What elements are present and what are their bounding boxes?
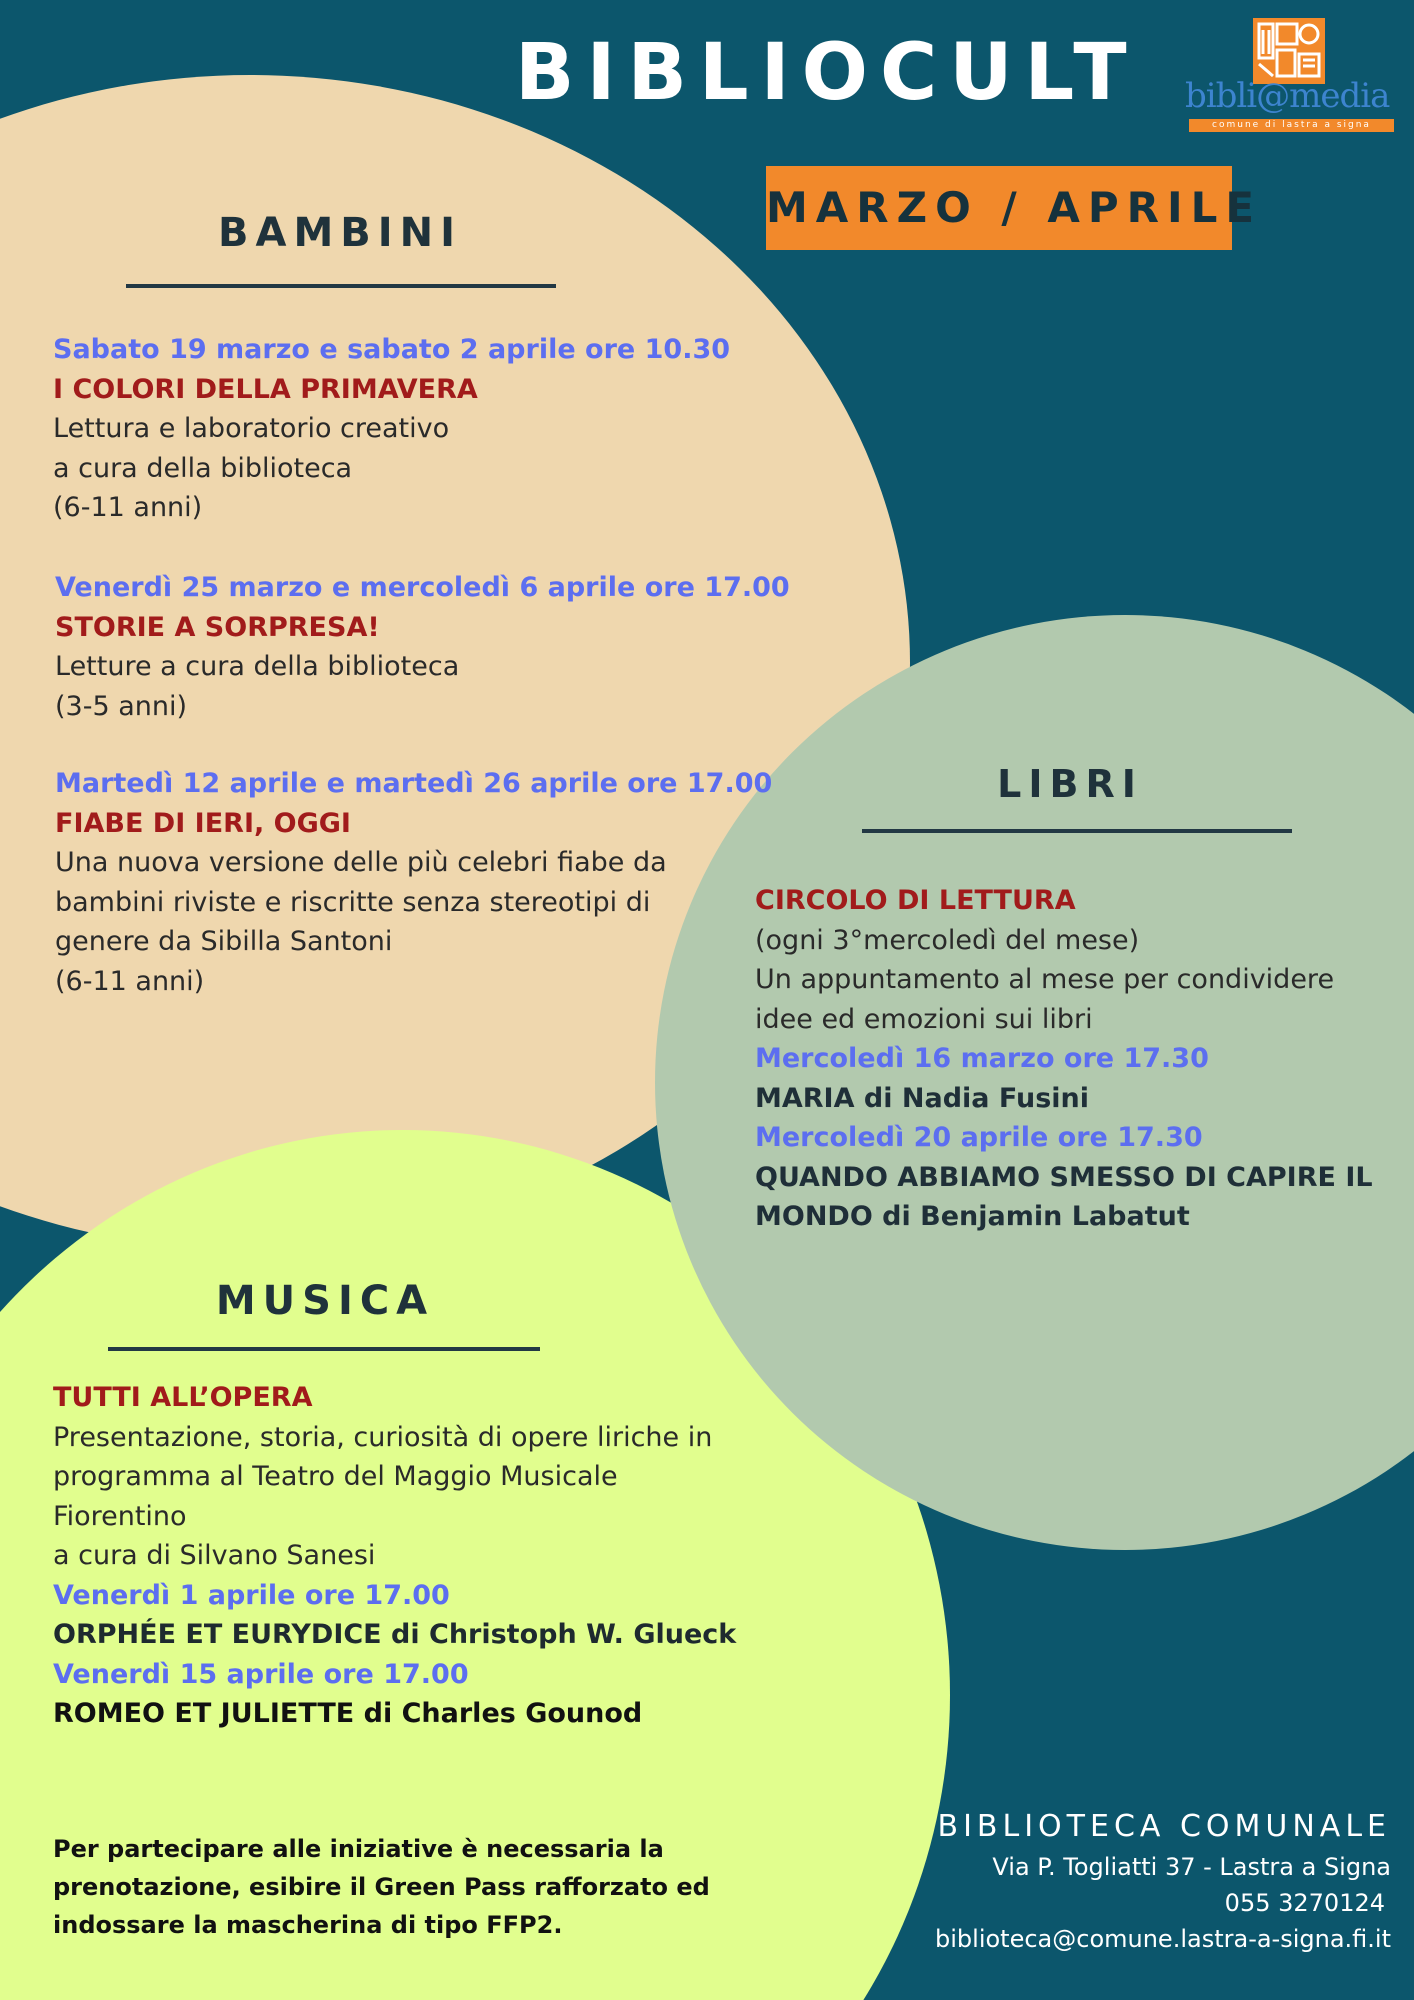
libri-block [755,881,1373,1237]
event-title: I COLORI DELLA PRIMAVERA [53,373,478,405]
event-frequency: (ogni 3°mercoledì del mese) [755,924,1140,956]
bambini-event-3 [55,764,772,1001]
event-description: genere da Sibilla Santoni [55,926,393,957]
bambini-heading: BAMBINI [218,210,462,256]
event-title: CIRCOLO DI LETTURA [755,885,1076,916]
event-title: FIABE DI IERI, OGGI [55,807,351,839]
event-date: Sabato 19 marzo e sabato 2 aprile ore 10.30 [53,334,731,365]
event-description: Fiorentino [53,1500,187,1532]
period-badge: MARZO / APRILE [766,166,1232,250]
musica-block [53,1378,736,1734]
event-date: Venerdì 25 marzo e mercoledì 6 aprile ore 17.00 [55,572,790,603]
musica-heading: MUSICA [215,1278,435,1324]
session-date: Mercoledì 16 marzo ore 17.30 [755,1043,1209,1074]
bambini-event-1 [53,330,730,528]
event-description: Letture a cura della biblioteca [55,651,460,682]
event-age: (6-11 anni) [55,965,205,997]
notice-line: Per partecipare alle iniziative è necessaria la [53,1835,664,1863]
event-title: STORIE A SORPRESA! [55,611,380,643]
event-description: Una nuova versione delle più celebri fiabe da [55,847,667,878]
bambini-event-2 [55,568,790,726]
logo-icon [1253,18,1325,84]
session-date: Mercoledì 20 aprile ore 17.30 [755,1122,1203,1153]
session-book: MARIA di Nadia Fusini [755,1082,1090,1114]
event-date: Martedì 12 aprile e martedì 26 aprile ore 17.00 [55,768,773,799]
notice-line: indossare la mascherina di tipo FFP2. [53,1911,563,1939]
library-phone: 055 3270124 [1224,1889,1385,1917]
event-description: a cura della biblioteca [53,452,353,484]
event-age: (6-11 anni) [53,492,203,523]
library-name: BIBLIOTECA COMUNALE [937,1809,1391,1844]
logo-tagline: comune di lastra a signa [1189,119,1394,132]
event-description: Lettura e laboratorio creativo [53,413,450,444]
page-title: BIBLIOCULT [515,28,1139,118]
event-description: idee ed emozioni sui libri [755,1003,1093,1035]
event-curator: a cura di Silvano Sanesi [53,1540,376,1571]
session-date: Venerdì 15 aprile ore 17.00 [53,1658,469,1690]
libri-heading: LIBRI [997,762,1143,806]
library-address: Via P. Togliatti 37 - Lastra a Signa [992,1853,1391,1881]
notice-line: prenotazione, esibire il Green Pass rafforzato ed [53,1873,710,1901]
participation-notice [53,1830,743,1944]
logo-wordmark: bibli@media [1185,76,1390,116]
session-date: Venerdì 1 aprile ore 17.00 [53,1579,450,1611]
event-description: programma al Teatro del Maggio Musicale [53,1461,618,1492]
musica-divider [108,1347,540,1351]
session-work: ORPHÉE ET EURYDICE di Christoph W. Glueck [53,1619,737,1650]
library-email[interactable]: biblioteca@comune.lastra-a-signa.fi.it [935,1925,1391,1953]
bibliomedia-logo [1183,18,1398,136]
library-contact [935,1805,1391,1957]
session-book: MONDO di Benjamin Labatut [755,1201,1190,1232]
event-description: Un appuntamento al mese per condividere [755,964,1335,995]
libri-divider [862,829,1292,833]
event-title: TUTTI ALL’OPERA [53,1382,313,1413]
session-book: QUANDO ABBIAMO SMESSO DI CAPIRE IL [755,1161,1373,1193]
session-work: ROMEO ET JULIETTE di Charles Gounod [53,1698,643,1729]
event-age: (3-5 anni) [55,690,188,722]
bambini-divider [126,284,556,288]
event-description: Presentazione, storia, curiosità di opere liriche in [53,1421,713,1453]
event-description: bambini riviste e riscritte senza stereotipi di [55,886,651,918]
